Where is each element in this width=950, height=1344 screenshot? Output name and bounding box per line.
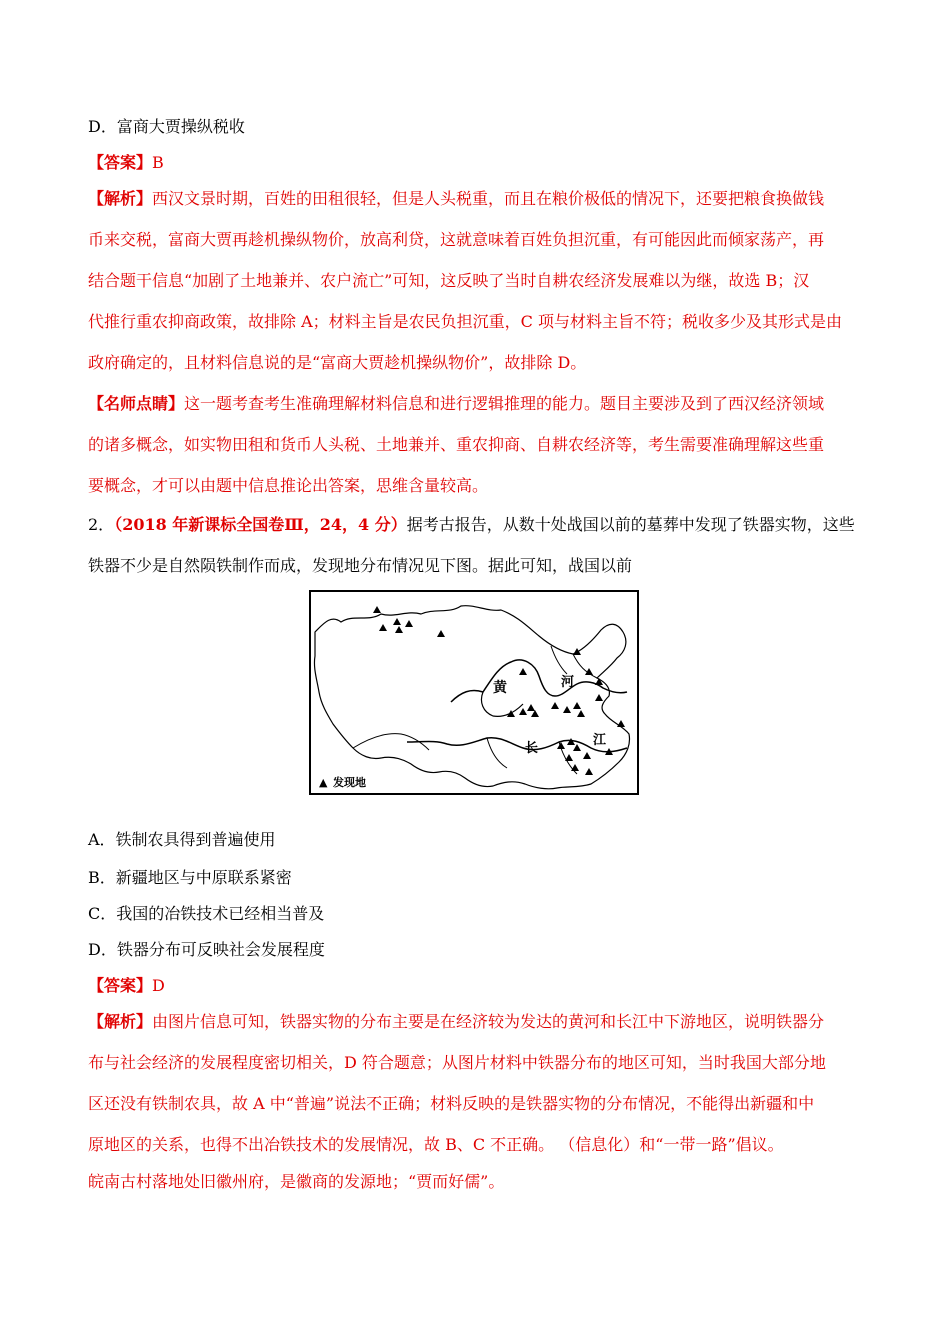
q2-analysis-text: 由图片信息可知，铁器实物的分布主要是在经济较为发达的黄河和长江中下游地区，说明铁器分 [152, 1012, 825, 1031]
find-site-marker [573, 702, 581, 709]
find-site-marker [563, 706, 571, 713]
q2-analysis-tag: 【解析】 [88, 1012, 153, 1031]
q1-analysis-text: 西汉文景时期，百姓的田租很轻，但是人头税重，而且在粮价极低的情况下，还要把粮食换做钱 [152, 189, 825, 208]
q2-analysis-line-2: 布与社会经济的发展程度密切相关，D 符合题意；从图片材料中铁器分布的地区可知，当时我国大部分地 [88, 1053, 826, 1072]
find-site-marker [379, 624, 387, 631]
q2-option-d: D．铁器分布可反映社会发展程度 [88, 940, 325, 959]
find-site-marker [585, 768, 593, 775]
find-site-marker [393, 618, 401, 625]
archaeology-map [309, 590, 639, 795]
q2-stem-first: 据考古报告，从数十处战国以前的墓葬中发现了铁器实物，这些 [406, 515, 855, 534]
find-site-marker [527, 704, 535, 711]
find-site-marker [531, 710, 539, 717]
q1-analysis-line-3: 结合题干信息“加剧了土地兼并、农户流亡”可知，这反映了当时自耕农经济发展难以为继，故选 B；汉 [88, 271, 810, 290]
q2-source: （2018 年新课标全国卷Ⅲ，24，4 分） [114, 515, 407, 534]
find-site-marker [595, 694, 603, 701]
q1-teacher-line-3: 要概念，才可以由题中信息推论出答案，思维含量较高。 [88, 476, 489, 495]
find-site-marker [571, 764, 579, 771]
q2-analysis-line-5: 皖南古村落地处旧徽州府，是徽商的发源地；“贾而好儒”。 [88, 1172, 505, 1191]
q1-analysis-line-2: 币来交税，富商大贾再趁机操纵物价，放高利贷，这就意味着百姓负担沉重，有可能因此而倾家荡产，再 [88, 230, 825, 249]
q1-teacher-tag: 【名师点睛】 [88, 394, 185, 413]
q2-answer-tag: 【答案】 [88, 976, 153, 995]
find-site-marker [573, 744, 581, 751]
q1-teacher-line-1 [88, 394, 824, 414]
q2-answer [88, 976, 165, 996]
find-site-marker [395, 626, 403, 633]
q2-analysis-line-4: 原地区的关系，也得不出冶铁技术的发展情况，故 B、C 不正确。 （信息化）和“一带一路”倡议。 [88, 1135, 784, 1154]
q2-option-b: B．新疆地区与中原联系紧密 [88, 868, 292, 887]
q1-analysis-line-5: 政府确定的，且材料信息说的是“富商大贾趁机操纵物价”，故排除 D。 [88, 353, 587, 372]
q2-analysis-line-3: 区还没有铁制农具，故 A 中“普遍”说法不正确；材料反映的是铁器实物的分布情况，不能得出新疆和中 [88, 1094, 815, 1113]
q1-teacher-line-2: 的诸多概念，如实物田租和货币人头税、土地兼并、重农抑商、自耕农经济等，考生需要准确理解这些重 [88, 435, 825, 454]
q1-answer-tag: 【答案】 [88, 153, 153, 172]
q1-analysis-line-1 [88, 189, 824, 209]
find-site-marker [437, 630, 445, 637]
map-svg [311, 592, 637, 793]
q2-analysis-line-1 [88, 1012, 824, 1032]
find-site-marker [617, 720, 625, 727]
q2-option-c: C．我国的冶铁技术已经相当普及 [88, 904, 325, 923]
find-site-marker [577, 710, 585, 717]
q2-stem-line-2: 铁器不少是自然陨铁制作而成，发现地分布情况见下图。据此可知，战国以前 [88, 556, 633, 575]
q1-answer [88, 153, 164, 173]
china-outline [314, 606, 629, 789]
label-he: 河 [561, 675, 575, 690]
label-chang: 长 [525, 741, 539, 756]
q2-option-a: A．铁制农具得到普遍使用 [88, 830, 276, 849]
label-huang: 黄 [493, 680, 507, 696]
q1-analysis-line-4: 代推行重农抑商政策，故排除 A；材料主旨是农民负担沉重，C 项与材料主旨不符；税收多少及其形式是由 [88, 312, 842, 331]
find-site-marker [583, 752, 591, 759]
find-site-marker [573, 648, 581, 655]
q2-answer-value: D [152, 976, 165, 995]
q1-analysis-tag: 【解析】 [88, 189, 153, 208]
legend-symbol: ▲ [319, 776, 328, 789]
q2-number: 2． [88, 515, 115, 534]
q1-option-d: D．富商大贾操纵税收 [88, 117, 245, 136]
find-site-marker [519, 668, 527, 675]
legend-label: 发现地 [333, 776, 366, 789]
find-site-marker [405, 620, 413, 627]
q1-answer-value: B [152, 153, 164, 172]
q1-teacher-text: 这一题考查考生准确理解材料信息和进行逻辑推理的能力。题目主要涉及到了西汉经济领域 [184, 394, 825, 413]
find-site-marker [373, 606, 381, 613]
find-site-marker [565, 754, 573, 761]
label-jiang: 江 [593, 733, 607, 748]
find-site-marker [551, 702, 559, 709]
q2-stem-line-1 [88, 515, 855, 535]
find-site-marker [519, 708, 527, 715]
